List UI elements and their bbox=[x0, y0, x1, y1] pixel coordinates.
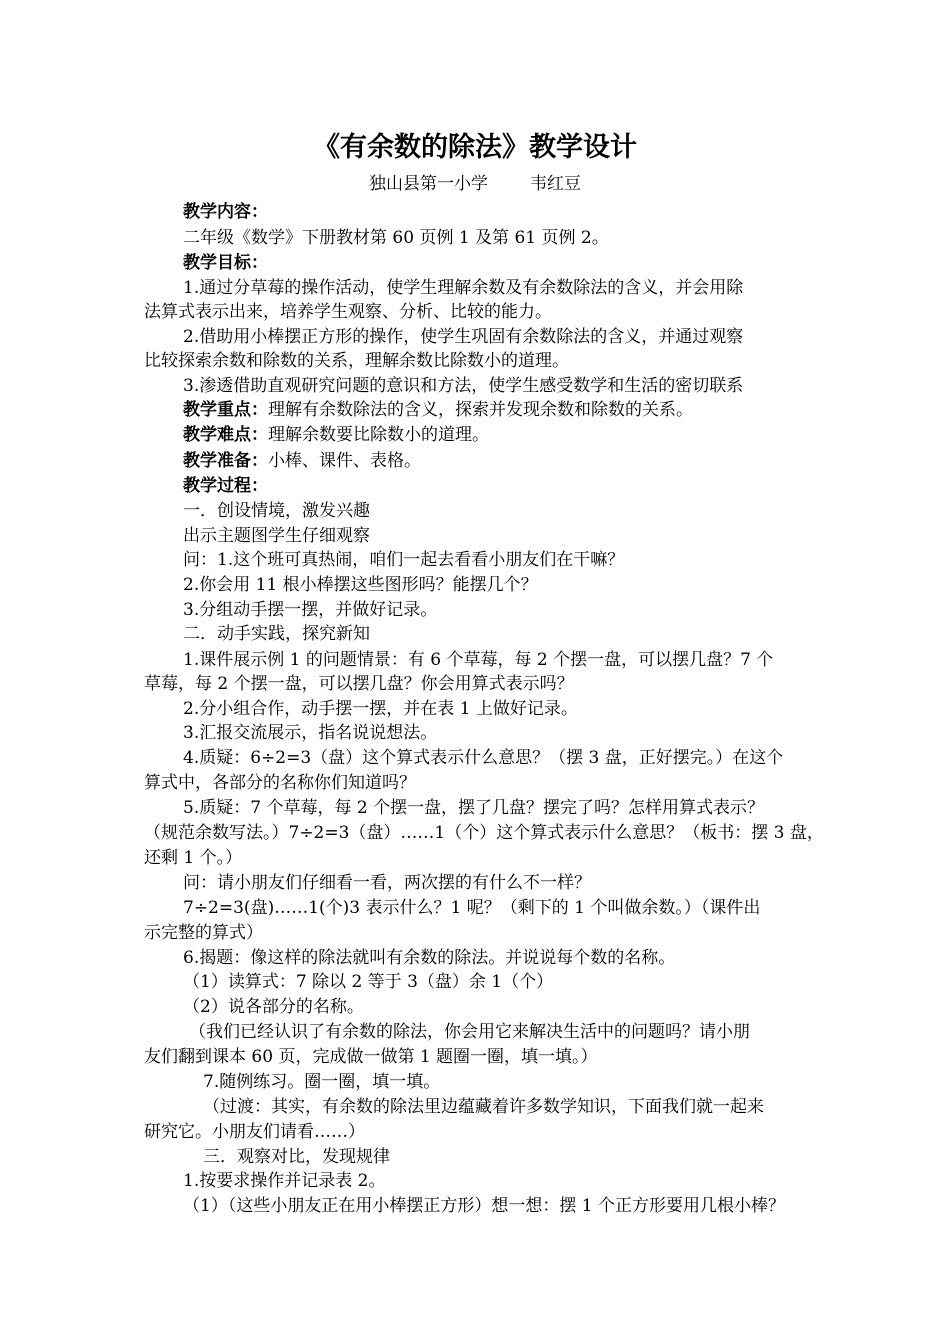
document-title: 《有余数的除法》教学设计 bbox=[313, 132, 637, 163]
paragraph-line: 友们翻到课本 60 页，完成做一做第 1 题圈一圈，填一填。） bbox=[144, 1047, 598, 1067]
section-heading: 教学过程： bbox=[183, 476, 268, 496]
paragraph-line: 3.分组动手摆一摆，并做好记录。 bbox=[183, 600, 438, 620]
paragraph-line: 1.通过分草莓的操作活动，使学生理解余数及有余数除法的含义，并会用除 bbox=[183, 278, 744, 298]
key-point-text: 理解有余数除法的含义，探索并发现余数和除数的关系。 bbox=[268, 400, 693, 420]
paragraph-line: 研究它。小朋友们请看……） bbox=[144, 1122, 365, 1142]
section-heading: 教学重点： bbox=[183, 400, 268, 420]
paragraph-line: 出示主题图学生仔细观察 bbox=[183, 526, 370, 546]
author-name: 韦红豆 bbox=[530, 174, 581, 194]
paragraph-line: 算式中，各部分的名称你们知道吗？ bbox=[144, 773, 416, 793]
section-heading: 教学目标： bbox=[183, 253, 268, 273]
paragraph-line: （我们已经认识了有余数的除法，你会用它来解决生活中的问题吗？请小朋 bbox=[189, 1022, 750, 1042]
paragraph-line: 2.分小组合作，动手摆一摆，并在表 1 上做好记录。 bbox=[183, 699, 578, 719]
paragraph-line: 7÷2=3(盘)……1(个)3 表示什么？1 呢？（剩下的 1 个叫做余数。）（课件出 bbox=[183, 898, 761, 918]
paragraph-line: （规范余数写法。）7÷2=3（盘）……1（个）这个算式表示什么意思？（板书：摆 3 盘， bbox=[144, 823, 824, 843]
paragraph-line: 5.质疑：7 个草莓，每 2 个摆一盘，摆了几盘？摆完了吗？怎样用算式表示？ bbox=[183, 798, 765, 818]
paragraph-line: （过渡：其实，有余数的除法里边蕴藏着许多数学知识，下面我们就一起来 bbox=[203, 1097, 764, 1117]
step-heading: 三．观察对比，发现规律 bbox=[203, 1147, 390, 1167]
paragraph-line: 1.按要求操作并记录表 2。 bbox=[183, 1171, 386, 1191]
author-line bbox=[0, 172, 950, 196]
section-heading: 教学准备： bbox=[183, 451, 268, 471]
paragraph-line: 法算式表示出来，培养学生观察、分析、比较的能力。 bbox=[144, 302, 552, 322]
paragraph-line: 问：请小朋友们仔细看一看，两次摆的有什么不一样？ bbox=[183, 873, 591, 893]
paragraph-line: （1）（这些小朋友正在用小棒摆正方形）想一想：摆 1 个正方形要用几根小棒？ bbox=[183, 1196, 785, 1216]
paragraph-line: 3.渗透借助直观研究问题的意识和方法，使学生感受数学和生活的密切联系 bbox=[183, 376, 744, 396]
paragraph-line: 示完整的算式） bbox=[144, 923, 263, 943]
preparation-text: 小棒、课件、表格。 bbox=[268, 451, 421, 471]
paragraph-line: 2.借助用小棒摆正方形的操作，使学生巩固有余数除法的含义，并通过观察 bbox=[183, 327, 744, 347]
difficulty-line bbox=[183, 423, 489, 447]
key-point-line bbox=[183, 398, 693, 422]
paragraph-line: 2.你会用 11 根小棒摆这些图形吗？能摆几个？ bbox=[183, 575, 538, 595]
section-heading: 教学难点： bbox=[183, 425, 268, 445]
step-heading: 一．创设情境，激发兴趣 bbox=[183, 501, 370, 521]
step-heading: 二．动手实践，探究新知 bbox=[183, 624, 370, 644]
paragraph-line: （2）说各部分的名称。 bbox=[183, 997, 364, 1017]
paragraph-line: （1）读算式：7 除以 2 等于 3（盘）余 1（个） bbox=[183, 972, 554, 992]
difficulty-text: 理解余数要比除数小的道理。 bbox=[268, 425, 489, 445]
paragraph-line: 7.随例练习。圈一圈，填一填。 bbox=[203, 1072, 441, 1092]
paragraph-line: 草莓，每 2 个摆一盘，可以摆几盘？你会用算式表示吗？ bbox=[144, 674, 574, 694]
paragraph-line: 还剩 1 个。） bbox=[144, 848, 243, 868]
paragraph-line: 问：1.这个班可真热闹，咱们一起去看看小朋友们在干嘛？ bbox=[183, 550, 625, 570]
paragraph-line: 二年级《数学》下册教材第 60 页例 1 及第 61 页例 2。 bbox=[183, 228, 609, 248]
author-school: 独山县第一小学 bbox=[369, 174, 488, 194]
paragraph-line: 6.揭题：像这样的除法就叫有余数的除法。并说说每个数的名称。 bbox=[183, 948, 676, 968]
section-heading: 教学内容： bbox=[183, 202, 268, 222]
paragraph-line: 4.质疑：6÷2=3（盘）这个算式表示什么意思？（摆 3 盘，正好摆完。）在这个 bbox=[183, 748, 784, 768]
paragraph-line: 比较探索余数和除数的关系，理解余数比除数小的道理。 bbox=[144, 351, 569, 371]
paragraph-line: 1.课件展示例 1 的问题情景：有 6 个草莓，每 2 个摆一盘，可以摆几盘？7 个 bbox=[183, 650, 774, 670]
paragraph-line: 3.汇报交流展示，指名说说想法。 bbox=[183, 723, 438, 743]
preparation-line bbox=[183, 449, 421, 473]
